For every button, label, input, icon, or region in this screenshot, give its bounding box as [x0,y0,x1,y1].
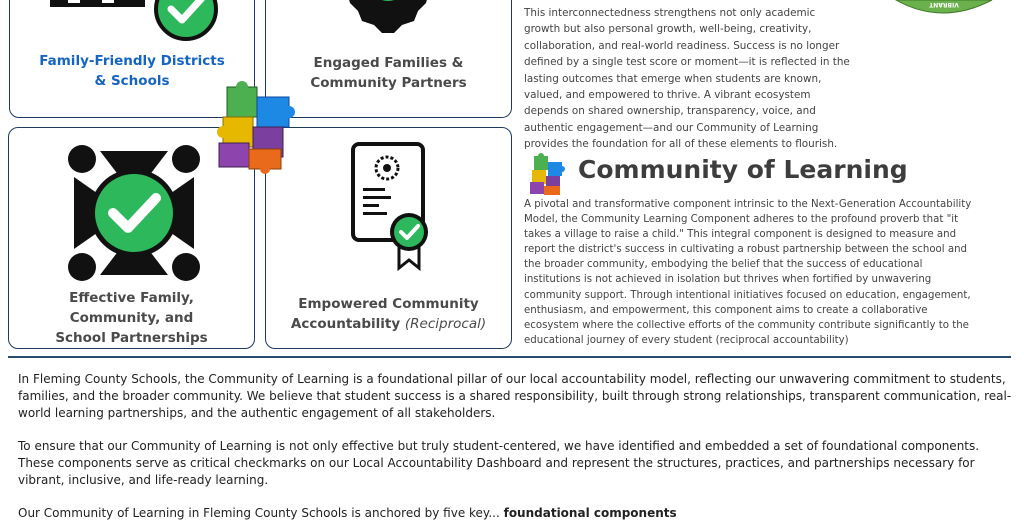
puzzle-icon [215,83,301,171]
section-line: the broader community, embodying the belief that the success of educational [524,259,923,271]
accountability-label-2: Accountability [290,316,401,332]
section-line: institutions is not achieved in isolation but thrives when fortified by unwavering [524,274,932,286]
family-friendly-label-2: & Schools [94,73,170,89]
family-friendly-icon [40,0,230,49]
section-line: enthusiasm, and empowerment, this component aims to create a collaborative [524,304,928,316]
body-paragraph-1: In Fleming County Schools, the Community of Learning is a foundational pillar of our local accountability model, reflecting our unwavering commitment to students, families, and the broader community. We believe that student success is a shared responsibility, built through strong relationships, transparent communication, real-world learning partnerships, and the authentic engagement of all stakeholders. [18,372,1012,420]
partnerships-label-1: Effective Family, [69,290,194,306]
section-line: takes a village to raise a child." This integral component is designed to measure and [524,229,957,241]
body-paragraph-3-text: Our Community of Learning in Fleming County Schools is anchored by five key... [18,506,500,520]
people-check-icon [64,143,204,283]
section-divider [8,356,1011,358]
intro-line: defined by a single test score or moment—it is reflected in the [524,56,850,69]
card-engaged-families [265,0,512,118]
section-line: community support. Through intentional initiatives focused on education, engagement, [524,289,971,301]
intro-line: provides the foundation for all of these elements to flourish. [524,138,838,151]
section-line: report the district's success in cultivating a robust partnership between the school and [524,244,968,256]
gear-check-icon [338,0,438,39]
engaged-families-label-2: Community Partners [310,75,467,91]
body-paragraph-2: To ensure that our Community of Learning is not only effective but truly student-centered, we have identified and embedded a set of foundational components. These components serve as critical checkmarks on our Local Accountability Dashboard and represent the structures, practices, and partnerships necessary for vibrant, inclusive, and life-ready learning. [18,439,980,487]
vibrant-badge [896,0,992,18]
partnerships-label-3: School Partnerships [55,330,208,346]
card-accountability [265,127,512,349]
intro-line: growth but also personal growth, well-being, creativity, [524,23,812,36]
section-paragraph [524,197,1014,348]
accountability-label-line-2 [266,314,511,334]
intro-line: collaboration, and real-world readiness. Success is no longer [524,39,840,52]
section-line: Model, the Community Learning Component adheres to the profound proverb that "it [524,214,959,226]
intro-line: authentic engagement—and our Community of Learning [524,121,819,134]
section-title: Community of Learning [578,155,908,184]
reciprocal-label: (Reciprocal) [404,316,487,332]
small-puzzle-icon [528,154,570,196]
section-line: A pivotal and transformative component intrinsic to the Next-Generation Accountability [524,199,972,210]
partnerships-label-2: Community, and [69,310,194,326]
badge-text: VIBRANT [929,1,959,8]
engaged-families-label-1: Engaged Families & [313,55,464,71]
section-line: educational journey of every student (reciprocal accountability) [524,334,849,346]
certificate-check-icon [349,140,433,274]
intro-line: depends on shared ownership, transparency, voice, and [524,105,816,118]
intro-line: valued, and empowered to thrive. A vibrant ecosystem [524,89,811,102]
section-line: ecosystem where the collective efforts of the community contribute significantly to the [524,319,969,331]
family-friendly-label-1: Family-Friendly Districts [39,53,225,69]
accountability-label-1: Empowered Community [298,296,479,312]
intro-line: lasting outcomes that emerge when students are known, [524,72,822,85]
body-paragraph-3 [18,505,1013,522]
body-paragraph-3-bold: foundational components [503,506,677,520]
intro-paragraph [524,5,874,153]
intro-line: This interconnectedness strengthens not only academic [524,7,816,19]
